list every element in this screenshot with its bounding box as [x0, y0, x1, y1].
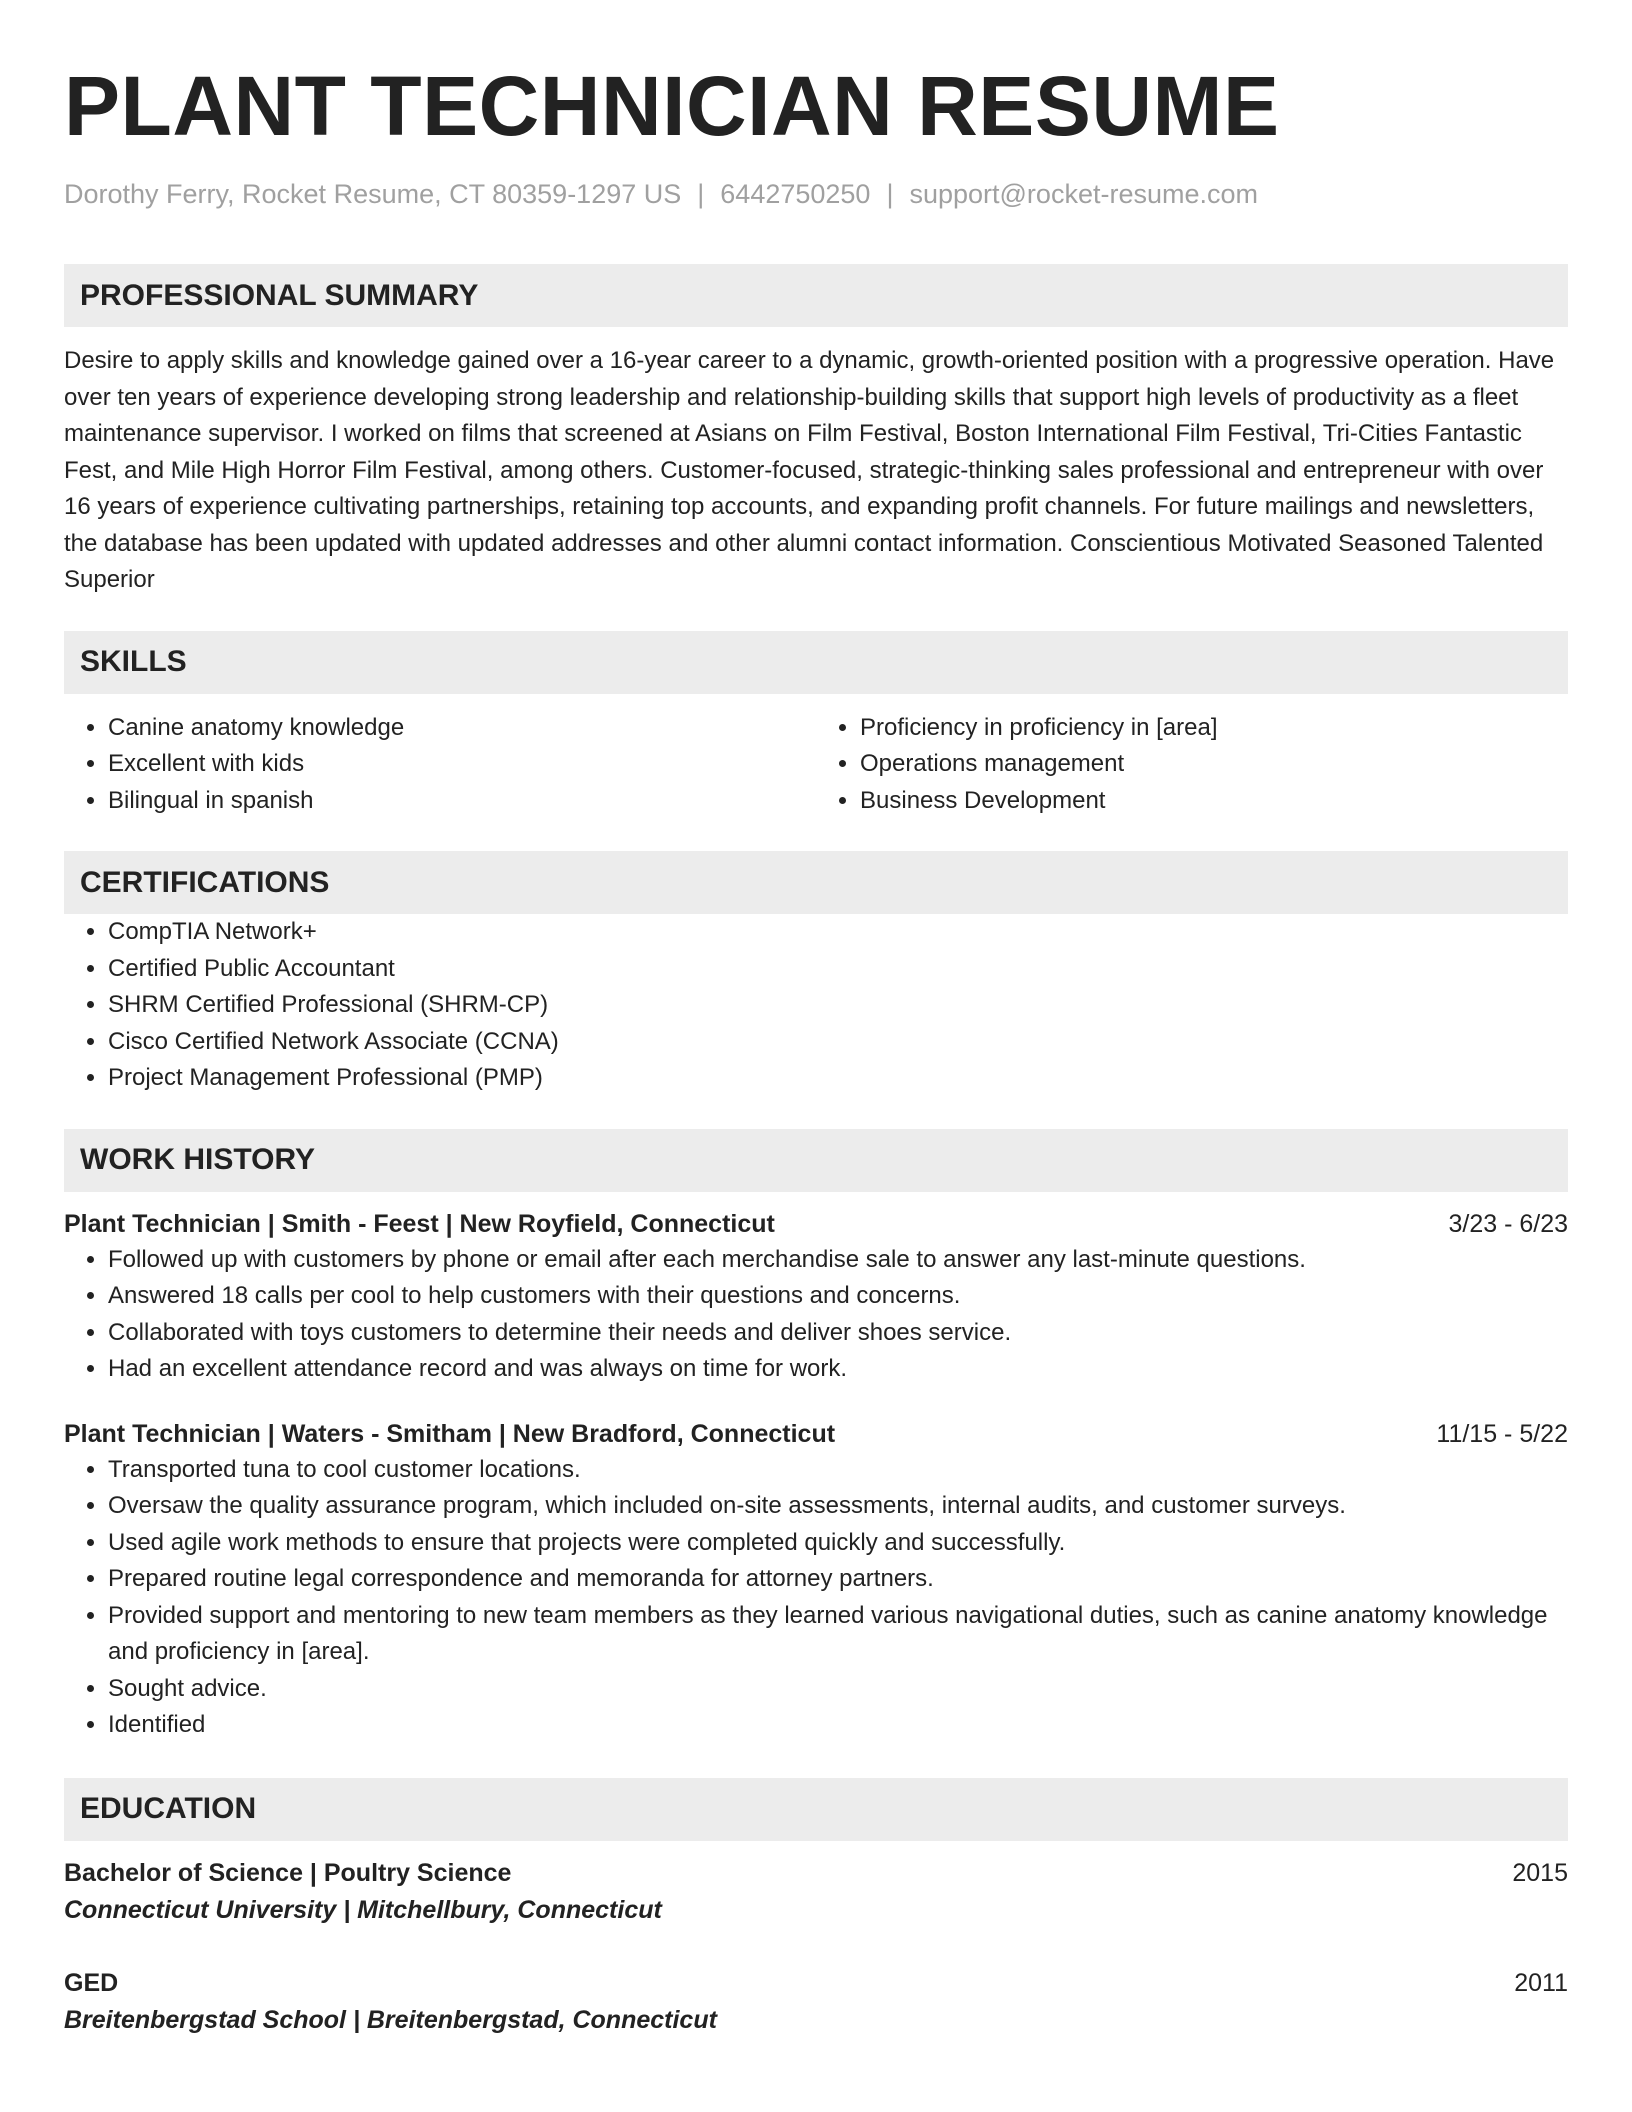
resume-title: PLANT TECHNICIAN RESUME — [64, 59, 1280, 153]
section-header-certifications: CERTIFICATIONS — [64, 851, 1568, 914]
job-entry — [64, 1416, 1568, 1744]
job-bullet: • Sought advice. — [108, 1671, 1568, 1708]
job-title: Plant Technician | Waters - Smitham | New Bradford, Connecticut — [64, 1419, 836, 1448]
section-header-education: EDUCATION — [64, 1778, 1568, 1841]
section-header-skills: SKILLS — [64, 631, 1568, 694]
job-header — [64, 1416, 1568, 1452]
skill-item: • Proficiency in proficiency in [area] — [860, 710, 1568, 747]
job-bullet: • Used agile work methods to ensure that projects were completed quickly and successfully. — [108, 1525, 1568, 1562]
contact-phone: 6442750250 — [720, 179, 871, 209]
skill-item: • Canine anatomy knowledge — [108, 710, 816, 747]
certification-item: • Project Management Professional (PMP) — [108, 1060, 1568, 1097]
job-bullet-list — [64, 1452, 1568, 1744]
certification-item: • Cisco Certified Network Associate (CCNA) — [108, 1024, 1568, 1061]
education-school: Connecticut University | Mitchellbury, Connecticut — [64, 1895, 662, 1924]
summary-text: Desire to apply skills and knowledge gained over a 16-year career to a dynamic, growth-oriented position with a progressive operation. Have over ten years of experience developing strong leadership and relationship-building skills that support high levels of productivity as a fleet maintenance supervisor. I worked on films that screened at Asians on Film Festival, Boston International Film Festival, Tri-Cities Fantastic Fest, and Mile High Horror Film Festival, among others. Customer-focused, strategic-thinking sales professional and entrepreneur with over 16 years of experience cultivating partnerships, retaining top accounts, and expanding profit channels. For future mailings and newsletters, the database has been updated with updated addresses and other alumni contact information. Conscientious Motivated Seasoned Talented Superior — [64, 347, 1555, 593]
job-bullet: • Provided support and mentoring to new team members as they learned various navigational duties, such as canine anatomy knowledge and proficiency in [area]. — [108, 1598, 1568, 1671]
education-degree: GED — [64, 1968, 119, 1997]
job-title: Plant Technician | Smith - Feest | New Royfield, Connecticut — [64, 1209, 775, 1238]
education-entry — [64, 1855, 1568, 1929]
skill-item: • Bilingual in spanish — [108, 783, 816, 820]
skills-column-left — [64, 710, 816, 820]
job-bullet: • Followed up with customers by phone or email after each merchandise sale to answer any last-minute questions. — [108, 1242, 1568, 1279]
education-header — [64, 1855, 1568, 1891]
skill-item: • Operations management — [860, 746, 1568, 783]
contact-separator: | — [886, 179, 894, 209]
job-header — [64, 1206, 1568, 1242]
job-bullet: • Collaborated with toys customers to determine their needs and deliver shoes service. — [108, 1315, 1568, 1352]
section-header-summary: PROFESSIONAL SUMMARY — [64, 264, 1568, 327]
contact-address: Dorothy Ferry, Rocket Resume, CT 80359-1297 US — [64, 179, 682, 209]
education-entry — [64, 1965, 1568, 2039]
job-dates: 11/15 - 5/22 — [1436, 1419, 1568, 1448]
skills-grid — [64, 710, 1568, 820]
skills-column-right — [816, 710, 1568, 820]
job-entry — [64, 1206, 1568, 1388]
job-bullet: • Identified — [108, 1707, 1568, 1744]
contact-email: support@rocket-resume.com — [909, 179, 1258, 209]
job-bullet: • Transported tuna to cool customer locations. — [108, 1452, 1568, 1489]
certification-item: • CompTIA Network+ — [108, 914, 1568, 951]
job-bullet: • Oversaw the quality assurance program, which included on-site assessments, internal audits, and customer surveys. — [108, 1488, 1568, 1525]
skill-item: • Business Development — [860, 783, 1568, 820]
job-bullet: • Had an excellent attendance record and was always on time for work. — [108, 1351, 1568, 1388]
certifications-list — [64, 914, 1568, 1097]
job-bullet: • Answered 18 calls per cool to help customers with their questions and concerns. — [108, 1278, 1568, 1315]
education-degree: Bachelor of Science | Poultry Science — [64, 1858, 512, 1887]
certification-item: • SHRM Certified Professional (SHRM-CP) — [108, 987, 1568, 1024]
education-year: 2015 — [1512, 1858, 1568, 1887]
education-school: Breitenbergstad School | Breitenbergstad, Connecticut — [64, 2005, 717, 2034]
education-year: 2011 — [1514, 1968, 1568, 1997]
contact-line — [64, 176, 1568, 212]
job-bullet-list — [64, 1242, 1568, 1388]
section-header-work-history: WORK HISTORY — [64, 1129, 1568, 1192]
job-dates: 3/23 - 6/23 — [1448, 1209, 1568, 1238]
skill-item: • Excellent with kids — [108, 746, 816, 783]
job-bullet: • Prepared routine legal correspondence and memoranda for attorney partners. — [108, 1561, 1568, 1598]
contact-separator: | — [697, 179, 705, 209]
education-header — [64, 1965, 1568, 2001]
certification-item: • Certified Public Accountant — [108, 951, 1568, 988]
